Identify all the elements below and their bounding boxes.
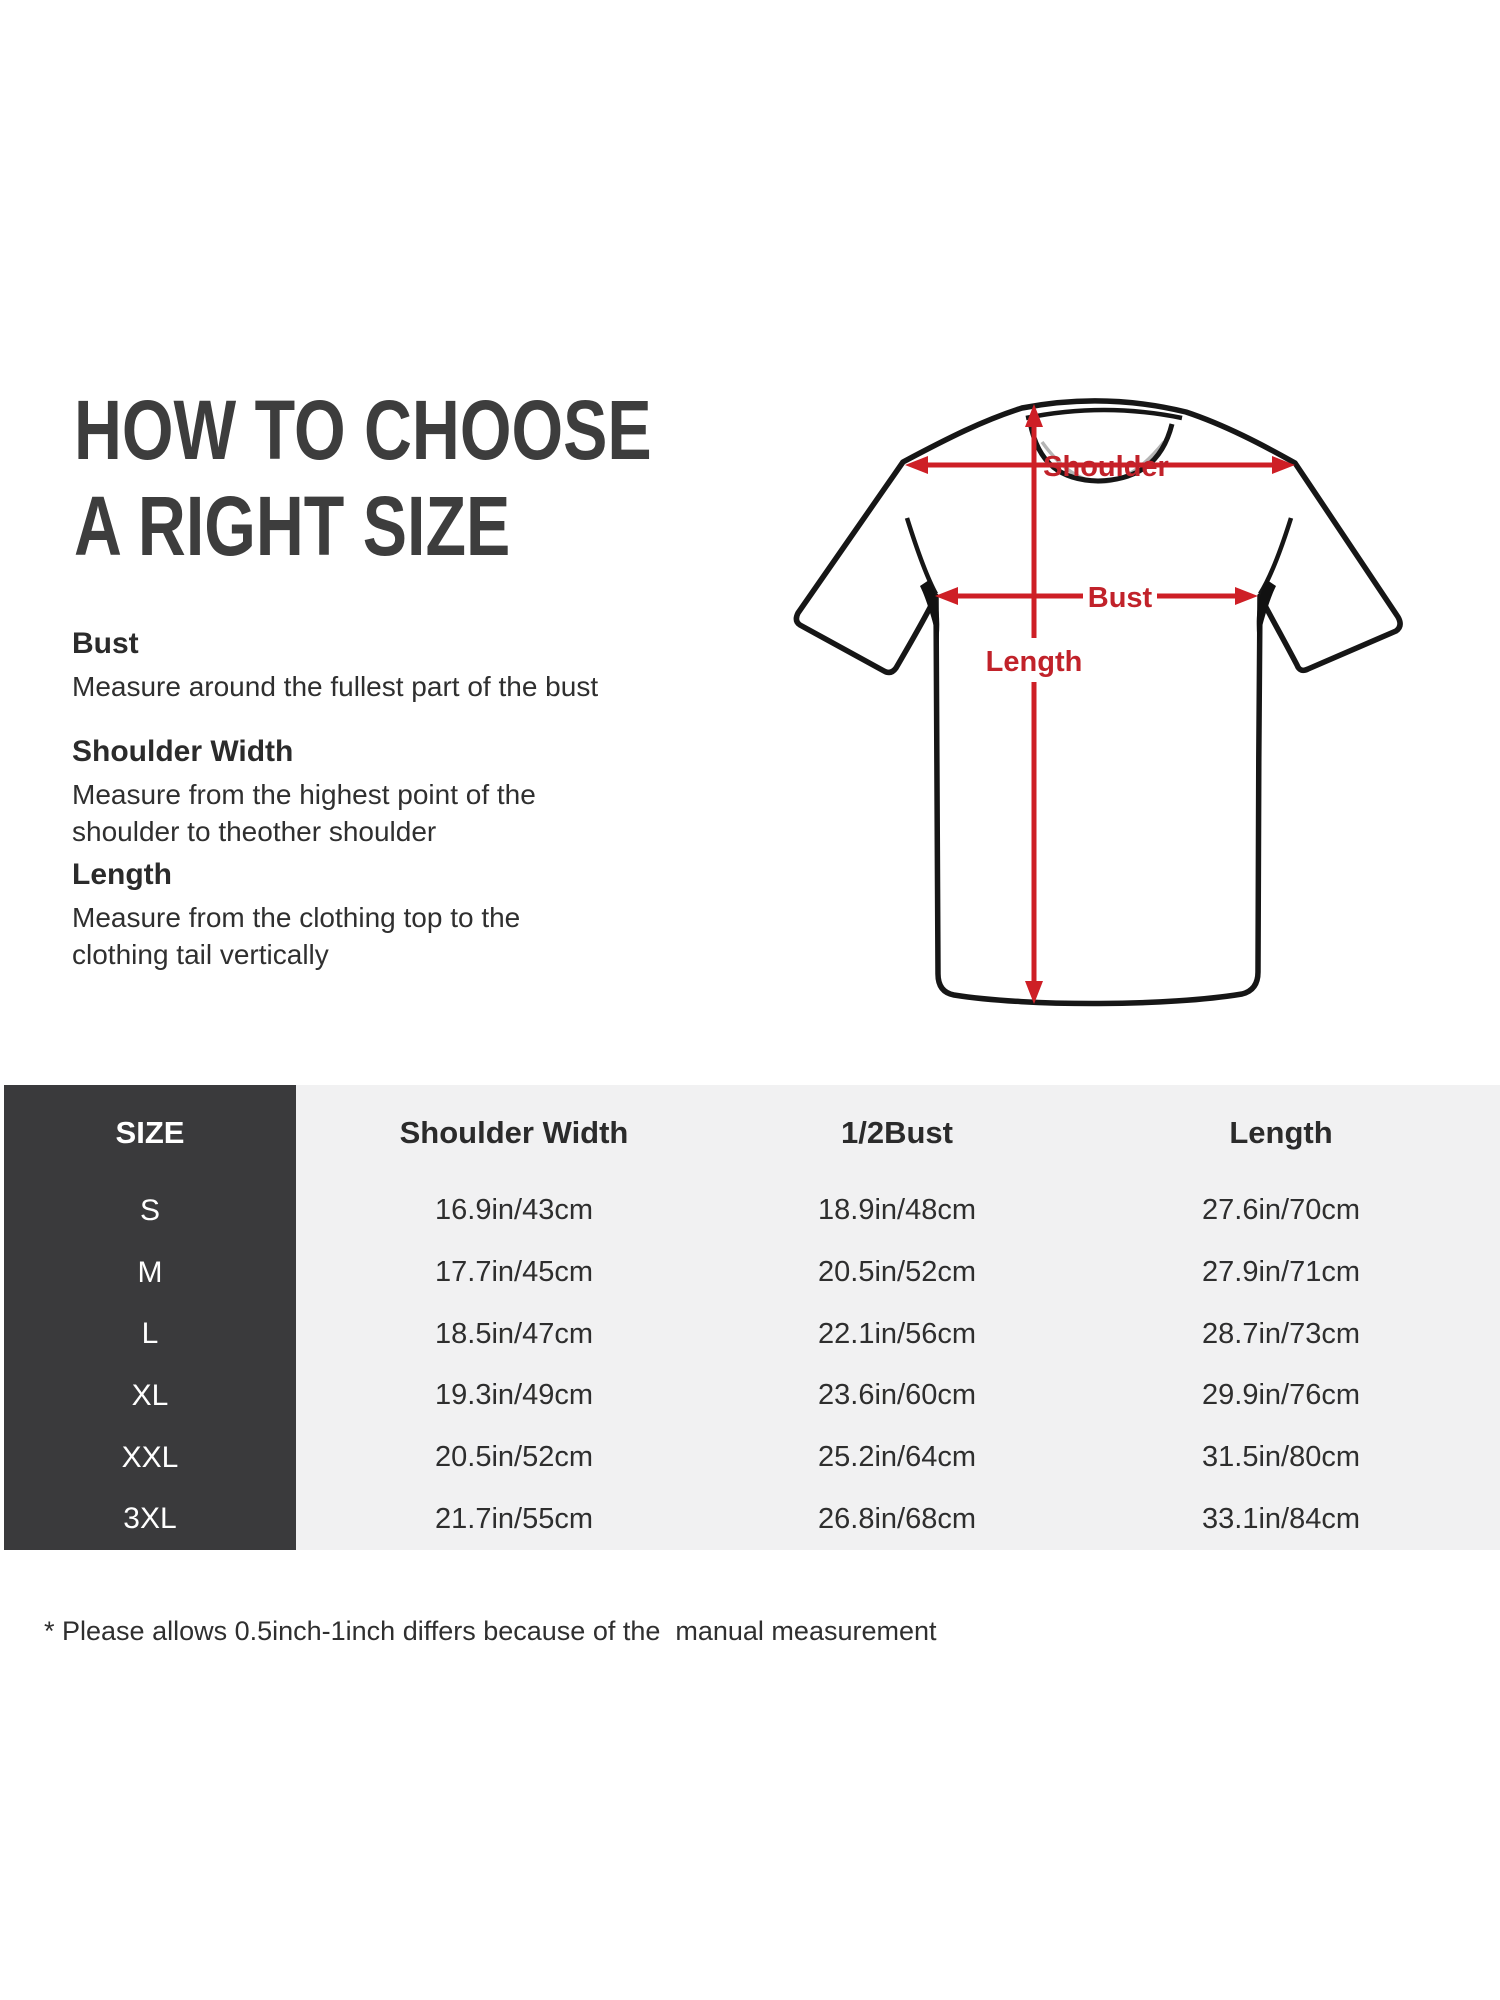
row-l-bust: 22.1in/56cm xyxy=(818,1317,976,1350)
row-l-size: L xyxy=(141,1317,159,1351)
row-m-bust: 20.5in/52cm xyxy=(818,1256,976,1289)
row-xl-size: XL xyxy=(131,1378,169,1412)
column-header-shoulder-width: Shoulder Width xyxy=(399,1114,629,1150)
page-title-line2: A RIGHT SIZE xyxy=(74,479,511,573)
column-header-size: SIZE xyxy=(115,1114,185,1150)
row-xxl-shoulder: 20.5in/52cm xyxy=(435,1441,593,1474)
row-xl-length: 29.9in/76cm xyxy=(1202,1379,1360,1412)
instruction-shoulder-text-line1: Measure from the highest point of the xyxy=(72,779,536,810)
row-s-size: S xyxy=(139,1193,160,1227)
shoulder-label: Shoulder xyxy=(1043,451,1169,483)
instruction-shoulder-heading: Shoulder Width xyxy=(72,735,294,768)
size-table xyxy=(4,1085,1500,1550)
row-xl-bust: 23.6in/60cm xyxy=(818,1379,976,1412)
measurement-disclaimer: * Please allows 0.5inch-1inch differs because of the manual measurement xyxy=(44,1616,937,1646)
page-title xyxy=(74,382,805,574)
column-header-length: Length xyxy=(1229,1114,1333,1150)
length-label: Length xyxy=(985,646,1083,678)
instruction-bust xyxy=(72,626,598,705)
row-l-length: 28.7in/73cm xyxy=(1202,1317,1360,1350)
row-3xl-length: 33.1in/84cm xyxy=(1202,1502,1360,1535)
instruction-shoulder-width xyxy=(72,734,536,850)
row-3xl-bust: 26.8in/68cm xyxy=(818,1502,976,1535)
tshirt-measurement-diagram xyxy=(700,380,1460,1030)
page-title-line1: HOW TO CHOOSE xyxy=(74,383,652,477)
row-xxl-size: XXL xyxy=(121,1440,179,1474)
instruction-length xyxy=(72,857,520,973)
instruction-length-text-line2: clothing tail vertically xyxy=(72,939,329,970)
row-s-bust: 18.9in/48cm xyxy=(818,1194,976,1227)
tshirt-outline xyxy=(796,401,1400,1004)
instruction-length-heading: Length xyxy=(72,858,172,891)
instruction-bust-text: Measure around the fullest part of the bust xyxy=(72,671,599,702)
row-m-length: 27.9in/71cm xyxy=(1202,1256,1360,1289)
instruction-shoulder-text-line2: shoulder to theother shoulder xyxy=(72,816,437,847)
row-3xl-shoulder: 21.7in/55cm xyxy=(435,1502,593,1535)
row-m-shoulder: 17.7in/45cm xyxy=(435,1256,593,1289)
tshirt-diagram-svg xyxy=(700,380,1460,1030)
instruction-length-text-line1: Measure from the clothing top to the xyxy=(72,902,521,933)
bust-label: Bust xyxy=(1087,582,1153,614)
row-xl-shoulder: 19.3in/49cm xyxy=(435,1379,593,1412)
row-3xl-size: 3XL xyxy=(123,1502,177,1536)
row-l-shoulder: 18.5in/47cm xyxy=(435,1317,593,1350)
row-s-shoulder: 16.9in/43cm xyxy=(435,1194,593,1227)
column-header-half-bust: 1/2Bust xyxy=(841,1114,953,1150)
row-m-size: M xyxy=(137,1255,163,1289)
instruction-bust-heading: Bust xyxy=(72,627,139,660)
row-s-length: 27.6in/70cm xyxy=(1202,1194,1360,1227)
row-xxl-length: 31.5in/80cm xyxy=(1202,1441,1360,1474)
row-xxl-bust: 25.2in/64cm xyxy=(818,1441,976,1474)
size-table-grid xyxy=(4,1085,1500,1550)
